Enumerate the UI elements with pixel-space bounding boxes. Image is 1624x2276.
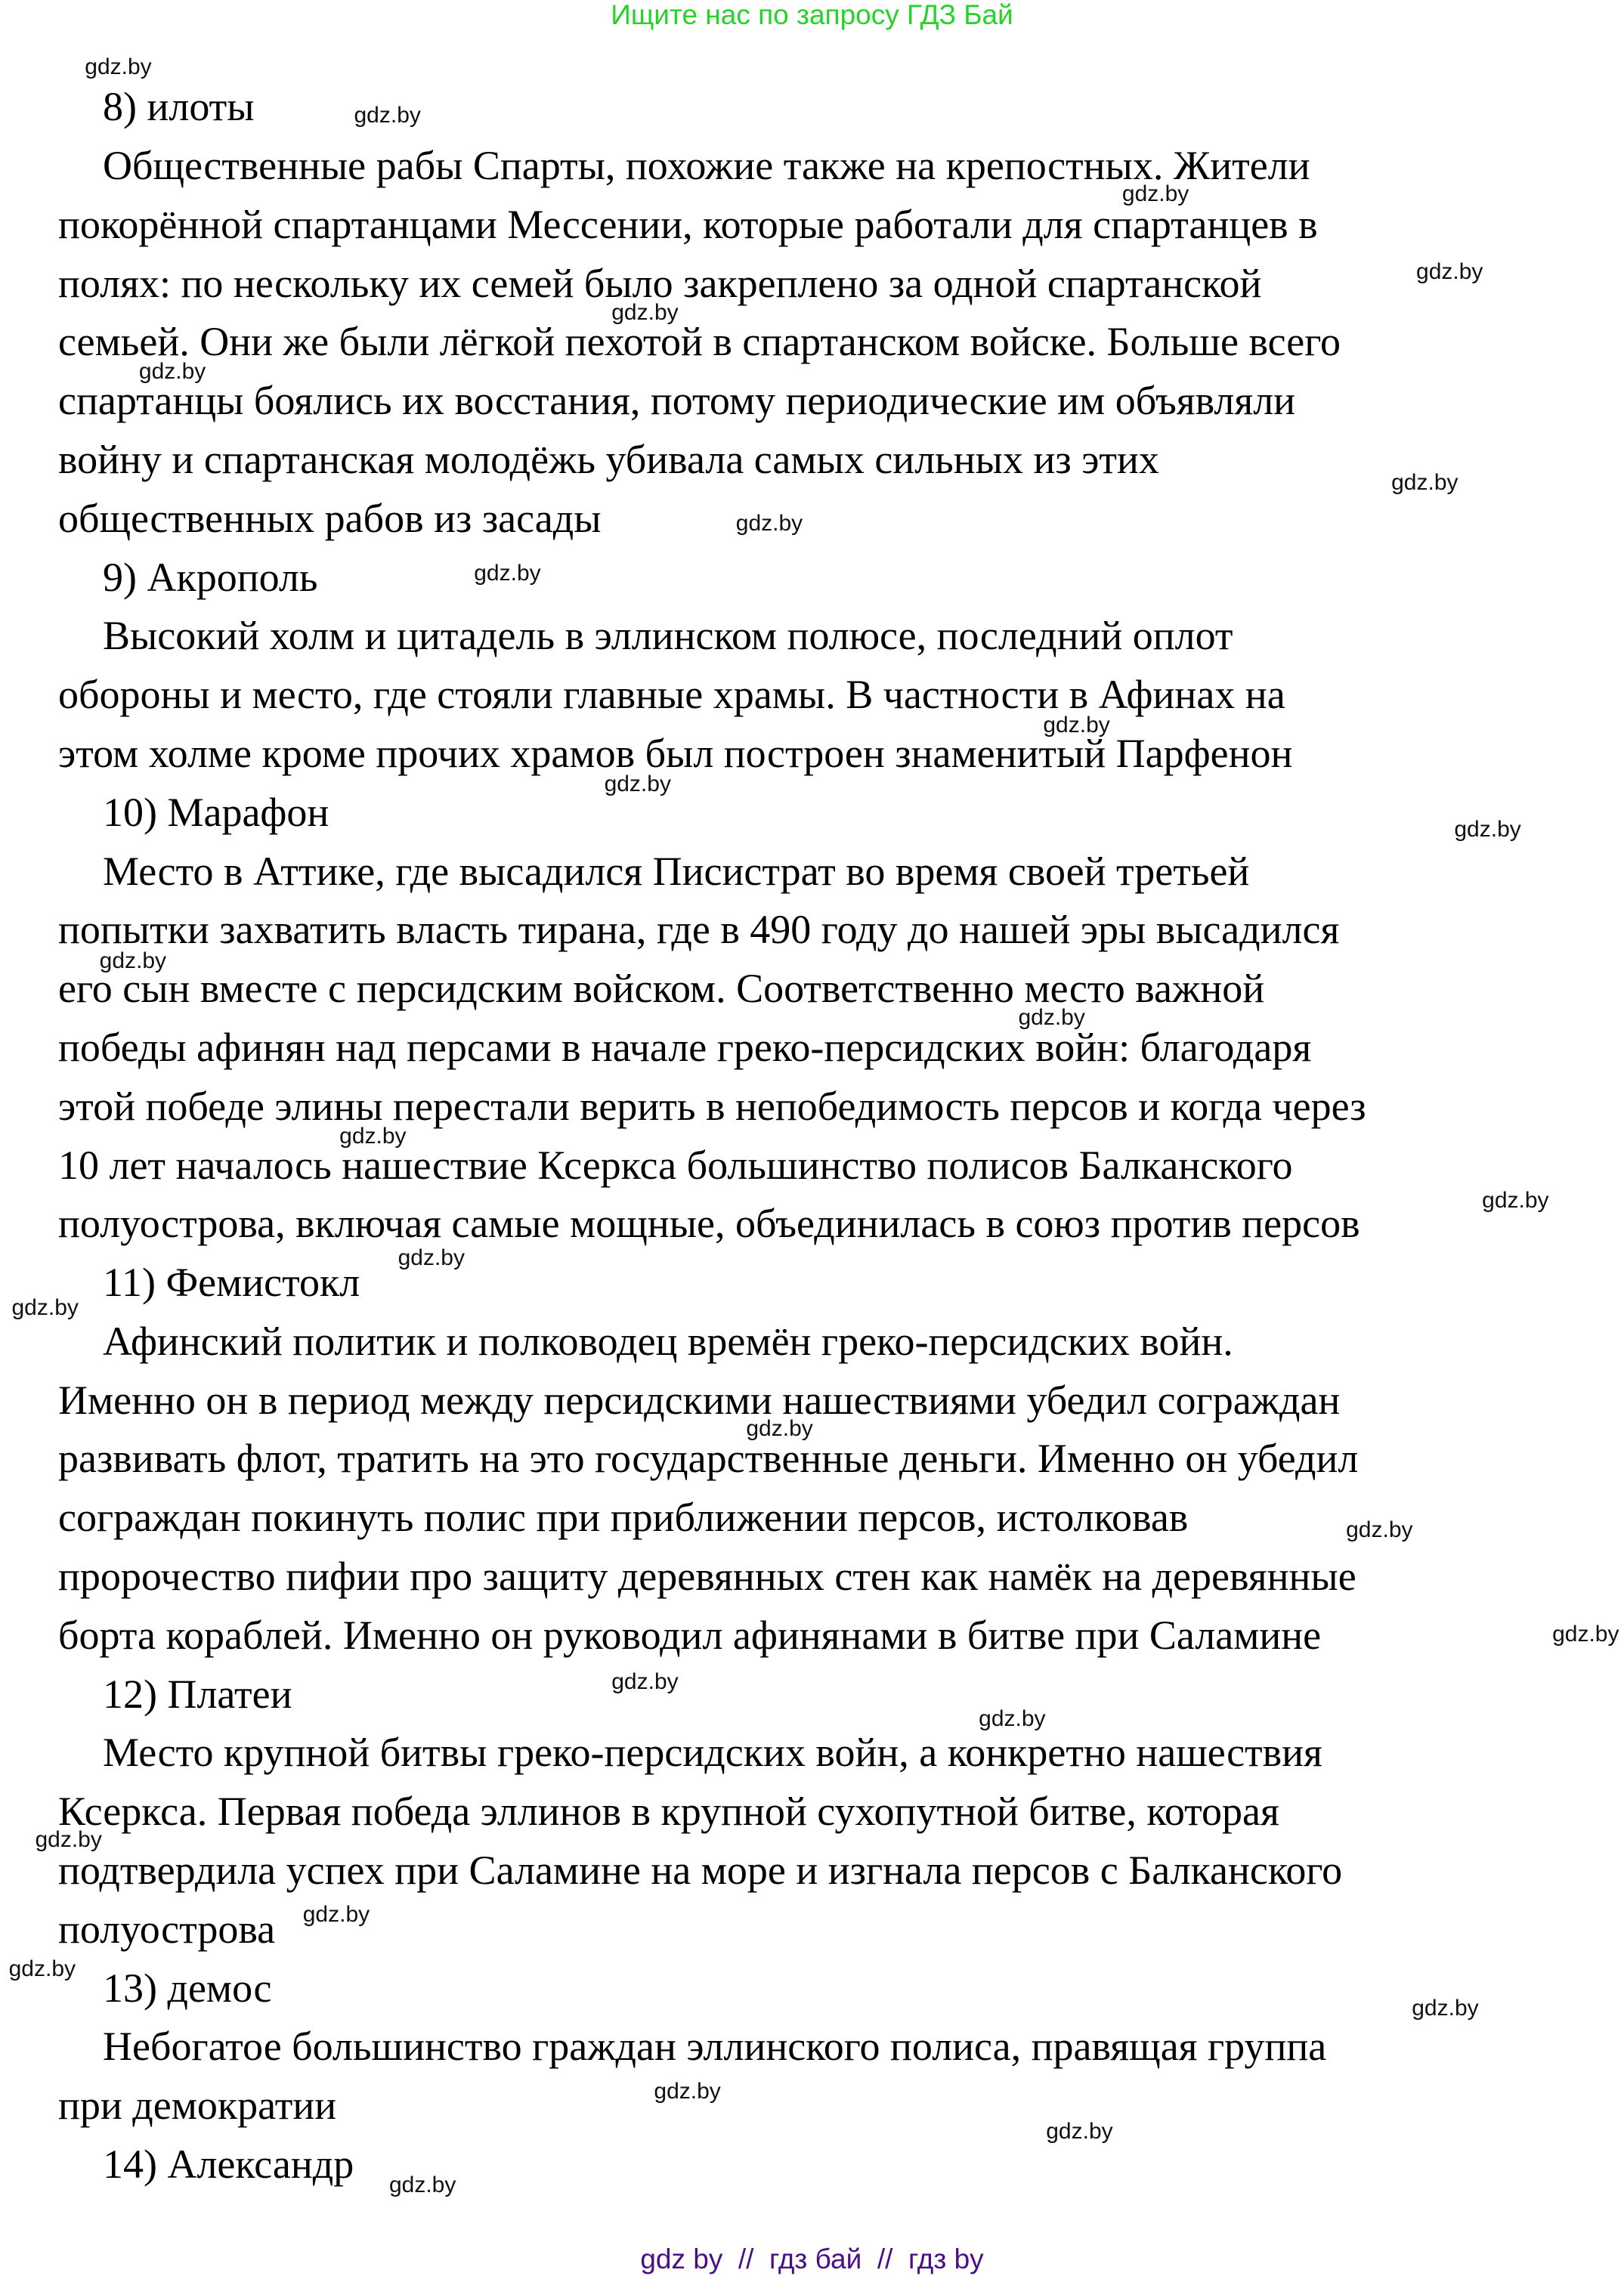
entry-text-line: общественных рабов из засады (58, 495, 602, 541)
entry-text-line: обороны и место, где стояли главные храмы. В частности в Афинах на (58, 672, 1285, 718)
watermark: gdz.by (1454, 816, 1521, 842)
entry-text-line: войну и спартанская молодёжь убивала самых сильных из этих (58, 437, 1159, 483)
entry-text-line: Место в Аттике, где высадился Писистрат во время своей третьей (103, 848, 1250, 894)
entry-text-line: этом холме кроме прочих храмов был построен знаменитый Парфенон (58, 731, 1293, 776)
watermark: gdz.by (388, 2172, 456, 2198)
entry-heading: 12) Платеи (103, 1671, 292, 1717)
watermark: gdz.by (99, 948, 167, 973)
entry-text-line: покорённой спартанцами Мессении, которые работали для спартанцев в (58, 201, 1318, 247)
watermark: gdz.by (1391, 469, 1459, 495)
footer-links[interactable]: gdz by // гдз бай // гдз by (640, 2244, 984, 2274)
watermark: gdz.by (979, 1705, 1046, 1731)
watermark: gdz.by (1482, 1188, 1549, 1214)
entry-text-line: пророчество пифии про защиту деревянных стен как намёк на деревянные (58, 1554, 1356, 1600)
entry-heading: 10) Марафон (103, 789, 329, 835)
watermark: gdz.by (339, 1124, 407, 1149)
watermark: gdz.by (85, 54, 152, 80)
entry-text-line: Именно он в период между персидскими нашествиями убедил сограждан (58, 1377, 1341, 1423)
watermark: gdz.by (138, 358, 206, 384)
entry-heading: 9) Акрополь (103, 554, 318, 600)
watermark: gdz.by (354, 102, 421, 128)
watermark: gdz.by (397, 1245, 465, 1270)
watermark: gdz.by (302, 1902, 370, 1928)
entry-text-line: его сын вместе с персидским войском. Соответственно место важной (58, 966, 1265, 1012)
entry-text-line: подтвердила успех при Саламине на море и изгнала персов с Балканского (58, 1847, 1343, 1893)
entry-text-line: Небогатое большинство граждан эллинского полиса, правящая группа (103, 2024, 1327, 2070)
watermark: gdz.by (604, 771, 671, 796)
watermark: gdz.by (1416, 259, 1483, 285)
watermark: gdz.by (611, 1669, 679, 1695)
watermark: gdz.by (1412, 1996, 1479, 2021)
watermark: gdz.by (746, 1416, 813, 1442)
search-hint-banner: Ищите нас по запросу ГДЗ Бай (611, 0, 1013, 30)
entry-text-line: при демократии (58, 2083, 337, 2129)
entry-heading: 13) демос (103, 1965, 272, 2011)
watermark: gdz.by (11, 1294, 79, 1320)
entry-text-line: полуострова, включая самые мощные, объединилась в союз против персов (58, 1201, 1360, 1247)
entry-text-line: Ксеркса. Первая победа эллинов в крупной сухопутной битве, которая (58, 1789, 1279, 1835)
watermark: gdz.by (611, 300, 679, 326)
entry-heading: 8) илоты (103, 84, 255, 130)
watermark: gdz.by (1346, 1517, 1413, 1543)
watermark: gdz.by (654, 2079, 721, 2104)
watermark: gdz.by (1046, 2118, 1113, 2144)
entry-text-line: борта кораблей. Именно он руководил афинянами в битве при Саламине (58, 1612, 1322, 1658)
entry-text-line: Афинский политик и полководец времён греко-персидских войн. (103, 1318, 1233, 1364)
watermark: gdz.by (1121, 181, 1189, 207)
entry-text-line: попытки захватить власть тирана, где в 490 году до нашей эры высадился (58, 907, 1340, 953)
watermark: gdz.by (35, 1827, 102, 1853)
entry-heading: 11) Фемистокл (103, 1260, 360, 1306)
watermark: gdz.by (474, 560, 541, 586)
entry-text-line: этой победе элины перестали верить в непобедимость персов и когда через (58, 1083, 1366, 1129)
entry-text-line: 10 лет началось нашествие Ксеркса большинство полисов Балканского (58, 1142, 1293, 1188)
entry-text-line: полуострова (58, 1906, 276, 1952)
entry-text-line: Высокий холм и цитадель в эллинском полюсе, последний оплот (103, 613, 1233, 659)
entry-text-line: сограждан покинуть полис при приближении персов, истолковав (58, 1495, 1189, 1541)
entry-text-line: полях: по нескольку их семей было закреплено за одной спартанской (58, 260, 1262, 306)
watermark: gdz.by (735, 511, 803, 537)
entry-text-line: спартанцы боялись их восстания, потому периодические им объявляли (58, 378, 1296, 424)
entry-text-line: Общественные рабы Спарты, похожие также на крепостных. Жители (103, 143, 1310, 189)
entry-text-line: Место крупной битвы греко-персидских войн, а конкретно нашествия (103, 1730, 1322, 1776)
entry-text-line: развивать флот, тратить на это государственные деньги. Именно он убедил (58, 1436, 1359, 1482)
watermark: gdz.by (8, 1956, 76, 1981)
watermark: gdz.by (1552, 1621, 1619, 1647)
entry-text-line: победы афинян над персами в начале греко-персидских войн: благодаря (58, 1024, 1312, 1070)
entry-heading: 14) Александр (103, 2141, 354, 2187)
entry-text-line: семьей. Они же были лёгкой пехотой в спартанском войске. Больше всего (58, 319, 1341, 365)
watermark: gdz.by (1018, 1005, 1085, 1031)
watermark: gdz.by (1043, 713, 1110, 738)
